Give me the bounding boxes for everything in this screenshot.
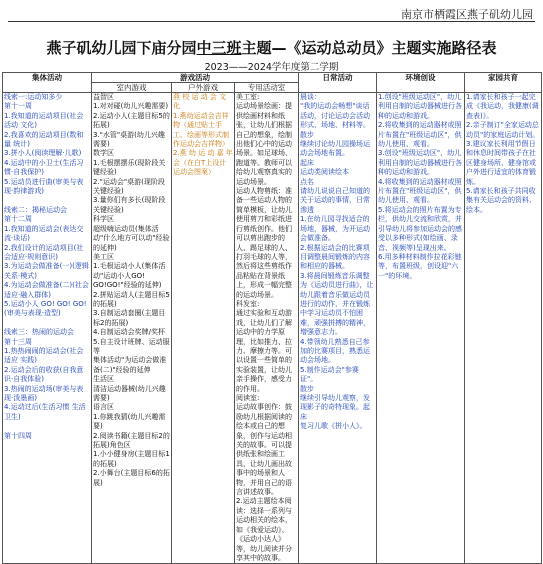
col-env: 环境创设	[377, 73, 465, 93]
cell-line: 继续讨论幼儿园操场运动会场地布置。	[300, 140, 370, 158]
cell-line: 2."运动会"桌游(现阶段关键经验)	[93, 177, 165, 196]
collective-cell	[3, 93, 92, 564]
cell-line: 2.燕 幼 运 动 嘉 年 会（在白T上设计运动会图案）	[173, 149, 233, 177]
cell-line: 2.我们设计的运动项目(社会适应·规则意识)	[4, 243, 84, 261]
cell-line: 复习儿歌《拼小人》。	[300, 422, 367, 431]
col-special: 专用活动室	[235, 83, 299, 93]
cell-line	[4, 319, 90, 328]
col-game: 游戏活动	[92, 73, 299, 83]
cell-line: 5.请家长和孩子共同收集有关运动会的资料、绘本。	[466, 187, 536, 214]
cell-line: 4.运动中的小卫士(生活习惯·自我保护)	[4, 158, 84, 177]
cell-line: 超级嗨运动员(集体活动"什么地方可以动"经验的延伸)	[93, 224, 170, 252]
cell-line: 第十二周	[4, 215, 32, 224]
cell-line: 3.自制运动套圈(主题目标2的拓展)	[93, 309, 166, 327]
cell-line: 5.运动员进行曲(审美与表现·韵律游戏)	[4, 177, 84, 196]
cell-line: 4.带领幼儿熟悉自己参加的比赛项目，熟悉运动会场地。	[300, 337, 370, 365]
cell-line: 起床	[300, 158, 314, 167]
cell-line: 2.运动主题绘本阅读：选择一系列与运动相关的绘本，如《我爱运动》、《运动小达人》等，幼儿阅读并分享其中的故事。	[236, 497, 292, 562]
cell-line: 科发室:	[236, 299, 260, 308]
cell-line: 点名	[300, 177, 314, 186]
cell-line: 4.运动过后(生活习惯 生活卫生)	[4, 403, 86, 421]
cell-line: 3.为运动会做准备(一)(逻辑关系·模式)	[4, 262, 89, 280]
cell-line: 2.小舞台(主题目标6的拓展)	[93, 469, 170, 487]
cell-line: 运动人物剪纸：准备一些运动人物的简单模板，让幼儿使用剪刀和彩纸进行剪纸创作。他们可以剪出跑步的人、踢足球的人、打羽毛球的人等，然后将这些剪纸作品粘贴在背景纸上，形成一幅完整的运动场景。	[236, 187, 292, 299]
col-indoor: 室内游戏	[92, 83, 172, 93]
cell-line: 散步	[300, 384, 314, 393]
cell-line: 语言区	[93, 403, 114, 412]
cell-line: 运动故事创作：鼓励幼儿根据阅读的绘本或自己的想象，创作与运动相关的故事。可以提供纸张和绘画工具，让幼儿画出故事中的场景和人物，并用自己的语言讲述故事。	[236, 403, 292, 497]
cell-line: 3.建议家长利用节假日和休息时间带孩子在社区健身场所、健身馆或户外进行适宜的体育锻炼。	[466, 140, 536, 186]
cell-line: 2.运动会后的收获(自我意识·自我体验)	[4, 365, 84, 384]
cell-line	[4, 422, 90, 431]
cell-line: 第十一周	[4, 102, 32, 111]
cell-line: 2.阅读书籍(主题目标2的拓展)角色区	[93, 431, 170, 450]
cell-line: GO!GO!"经验的延伸)	[93, 281, 162, 290]
cell-line: 1.你跳我猜(幼儿兴趣需要)	[93, 412, 166, 431]
cell-line: 燕 校 运 动 会 文化	[173, 93, 227, 111]
cell-line: 3."水管"桌游(幼儿兴趣需要)	[93, 130, 165, 149]
cell-line: 阅读室:	[236, 394, 260, 402]
cell-line: 3.热闹的运动场(审美与表现·泼墨画)	[4, 384, 84, 402]
cell-line: 2.亲子制订"全家运动总动员"的家庭运动计划。	[466, 121, 540, 139]
cell-line: 1.毛根摆摆乐(现阶段关键经验)	[93, 158, 166, 177]
cell-line: 散步	[300, 130, 314, 139]
cell-line: 1.对对碰(幼儿兴趣需要)	[93, 102, 169, 111]
cell-line	[4, 196, 90, 205]
cell-line: 3.量你们有多长(现阶段关键经验)	[93, 196, 166, 214]
indoor-cell	[92, 93, 172, 564]
special-cell	[235, 93, 299, 564]
cell-line: 6.用多种材料制作拉花彩链等，布置班级，创设迎"六一"的环境。	[378, 252, 462, 280]
cell-line: 清洁运动器械(幼儿兴趣需要)	[93, 384, 166, 402]
cell-line: 3.拼小人(阅读理解·儿歌)	[4, 149, 82, 158]
cell-line: 1.我知道的运动项目(社会活动 文化)	[4, 111, 84, 130]
env-cell	[377, 93, 465, 564]
page-subtitle: 2023——2024学年度第二学期	[204, 62, 339, 73]
cell-line: 1.燕幼运动会吉祥物（通过贴士手工、绘画等形式制作运动会吉祥物）	[173, 111, 229, 149]
cell-line: 科学区	[93, 215, 114, 224]
cell-line: 4.自制运动会奖牌/奖杯	[93, 328, 166, 337]
cell-line: 线索二：揭秘运动会	[4, 205, 67, 214]
title-suffix: 主题—《运动总动员》主题实施路径表	[241, 39, 497, 57]
cell-line: 运动类阅读绘本	[300, 168, 349, 177]
header-row	[3, 73, 542, 83]
cell-line: 第十四周	[4, 431, 32, 440]
cell-line: 第十三周	[4, 337, 32, 346]
path-table	[2, 72, 542, 564]
page-title	[0, 37, 543, 58]
cell-line: 5.运动小人 GO! GO! GO!(审美与表现·造型)	[4, 299, 87, 318]
header-divider	[8, 21, 535, 22]
title-prefix: 燕子矶幼儿园下庙分园	[46, 39, 197, 57]
outdoor-cell	[172, 93, 235, 564]
cell-line: 1.在幼儿园寻找适合的场地，器械，为开运动会做准备。	[300, 215, 370, 243]
col-daily: 日常活动	[299, 73, 377, 93]
cell-line: 继续引导幼儿观察，发现影子的奇特现象。起床	[300, 394, 370, 421]
cell-line: 2.拼贴运动人(主题目标5的拓展)	[93, 290, 170, 308]
cell-line: 3.将晨间锻炼音乐调整为《运动员进行曲》，让幼儿跟着音乐做运动员进行的动作，并在锻炼中学习运动员不怕困难，顽强拼搏的精神，增强意志力。	[300, 271, 374, 337]
cell-line: 益智区	[93, 93, 114, 101]
cell-line: 2.根据运动会的比赛项目调整晨间锻炼的内容和相应的器械。	[300, 243, 370, 271]
cell-line: 1.创设"班级运动区"，幼儿利用自制的运动器械进行各种的运动和游戏。	[378, 93, 462, 120]
cell-line: 1.我知道的运动会(表达交流·谈话)	[4, 224, 84, 243]
cell-line: 美工区	[93, 252, 114, 261]
col-home: 家园共育	[465, 73, 542, 93]
cell-line: 4.为运动会做准备(二)(社会适应·融入群体)	[4, 281, 89, 299]
cell-line: "我的运动会畅想"谈话活动，讨论运动会活动形式、场地、材料等。	[300, 102, 370, 130]
cell-line: 5.将运动会的照片布置为专栏，供幼儿交流和欣赏，并引导幼儿将参加运动会的感受以多种形式(如绘画、录音、视频等)呈现出来。	[378, 205, 462, 252]
cell-line: 运动场景绘画：提供绘画材料和纸张，让幼儿们根据自己的想象，绘制出他们心中的运动场景。如足球场、跑道等。教师可以给幼儿观察真实的运动场景。	[236, 102, 292, 186]
col-collective: 集体活动	[3, 73, 92, 93]
title-class: 中三班	[196, 39, 242, 57]
cell-line: 3.创设"班级运动区"，幼儿利用自制的运动器械进行各种的运动和游戏。	[378, 149, 462, 177]
cell-line: 线索一:运动知多少	[4, 93, 63, 101]
cell-line: 集体活动"为运动会做准备(二)"经验的延伸	[93, 356, 167, 374]
cell-line: 4.将收集到的运动器材或照片布置在"班级运动区"，供幼儿使用、观看。	[378, 177, 462, 205]
cell-line: 数学区	[93, 149, 114, 158]
cell-line: 2.将收集到的运动器材或照片布置在"班级运动区"，供幼儿使用、观看。	[378, 121, 462, 149]
cell-line: 线索三：热闹的运动会	[4, 328, 74, 337]
cell-line: 美工室:	[236, 93, 260, 101]
cell-line: 1.小小健身房(主题目标1的拓展)	[93, 450, 170, 468]
cell-line: 2.我喜欢的运动项目(数和量 统计)	[4, 130, 84, 149]
cell-line: 5.制作运动会"参赛证"。	[300, 365, 359, 384]
cell-line: 1.热热闹闹的运动会(社会适应 实践)	[4, 346, 84, 365]
cell-line: 1.毛根运动小人(集体活动"运动小人GO!	[93, 262, 166, 280]
col-outdoor: 户外游戏	[172, 83, 235, 93]
cell-line: 5.自主设计班牌、运动服等	[93, 337, 170, 355]
cell-line: 通过实验和互动游戏，让幼儿们了解运动中的力学原理，比如推力、拉力、摩擦力等。可以设置一些简单的实验装置，让幼儿亲手操作，感受力的作用。	[236, 309, 292, 393]
cell-line: 生活区	[93, 375, 114, 384]
home-cell	[465, 93, 542, 564]
cell-line: 2.运动小人(主题目标5的拓展)	[93, 111, 170, 130]
cell-line: 请幼儿说说自己知道的关于运动的事情，日常渗透	[300, 187, 370, 214]
school-header: 南京市栖霞区燕子矶幼儿园	[401, 8, 533, 21]
cell-line: 1.请家长和孩子一起完成《我运动，我健康(调查表)》。	[466, 93, 539, 120]
cell-line: 晨谈：	[300, 93, 321, 101]
content-row	[3, 93, 542, 564]
daily-cell	[299, 93, 377, 564]
